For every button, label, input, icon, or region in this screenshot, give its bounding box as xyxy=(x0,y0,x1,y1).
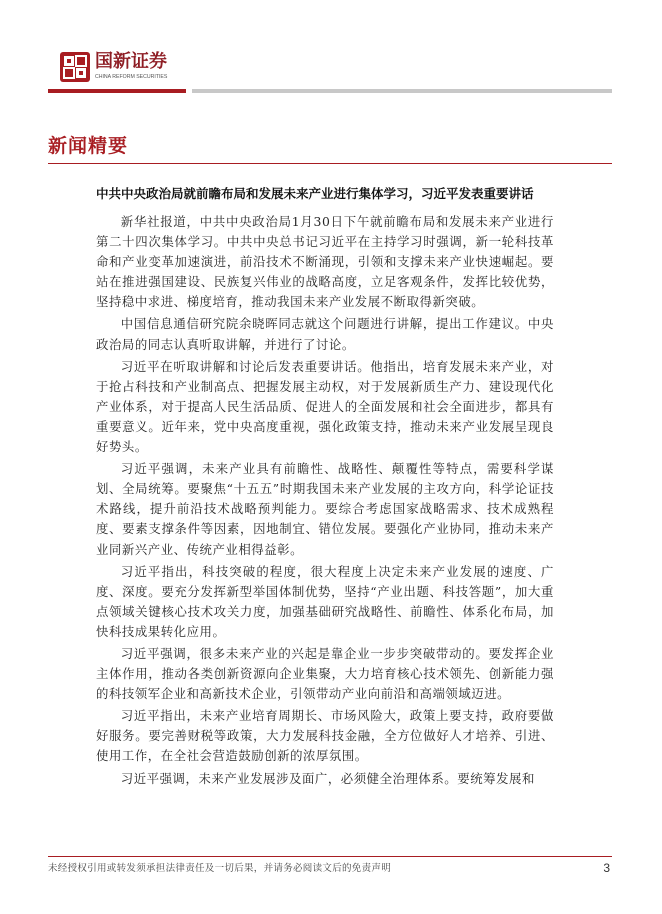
article-title: 中共中央政治局就前瞻布局和发展未来产业进行集体学习，习近平发表重要讲话 xyxy=(96,186,534,201)
header-divider-grey xyxy=(192,89,612,93)
article-paragraph: 习近平强调，未来产业发展涉及面广，必须健全治理体系。要统筹发展和 xyxy=(120,770,535,786)
header-divider-red xyxy=(48,89,186,93)
footer-divider xyxy=(48,856,612,857)
article-paragraph: 习近平指出，未来产业培育周期长、市场风险大，政策上要支持，政府要做好服务。要完善财税等政策，大力发展科技金融，全方位做好人才培养、引进、使用工作，在全社会营造鼓励创新的浓厚氛围。 xyxy=(96,708,554,764)
article-paragraph: 习近平强调，很多未来产业的兴起是靠企业一步步突破带动的。要发挥企业主体作用，推动各类创新资源向企业集聚，大力培育核心技术领先、创新能力强的科技领军企业和高新技术企业，引领带动产业向前沿和高端领域迈进。 xyxy=(96,645,554,702)
company-logo-icon xyxy=(60,52,90,82)
section-divider xyxy=(48,163,612,164)
section-title: 新闻精要 xyxy=(48,135,129,157)
company-logo xyxy=(60,50,180,84)
article-paragraph: 习近平指出，科技突破的程度，很大程度上决定未来产业发展的速度、广度、深度。要充分发挥新型举国体制优势，坚持“产业出题、科技答题”，加大重点领域关键核心技术攻关力度，加强基础研究战略性、前瞻性、体系化布局，加快科技成果转化应用。 xyxy=(96,563,554,639)
logo-english-name: CHINA REFORM SECURITIES xyxy=(95,74,168,80)
page-number: 3 xyxy=(603,861,610,875)
article-paragraph: 新华社报道，中共中央政治局1月30日下午就前瞻布局和发展未来产业进行第二十四次集体学习。中共中央总书记习近平在主持学习时强调，新一轮科技革命和产业变革加速演进，前沿技术不断涌现，引领和支撑未来产业快速崛起。要站在推进强国建设、民族复兴伟业的战略高度，立足客观条件，发挥比较优势，坚持稳中求进、梯度培育，推动我国未来产业发展不断取得新突破。 xyxy=(96,214,554,310)
article-paragraph: 习近平强调，未来产业具有前瞻性、战略性、颠覆性等特点，需要科学谋划、全局统筹。要聚焦“十五五”时期我国未来产业发展的主攻方向，科学论证技术路线，提升前沿技术战略预判能力。要综合考虑国家战略需求、技术成熟程度、要素支撑条件等因素，因地制宜、错位发展。要强化产业协同，推动未来产业同新兴产业、传统产业相得益彰。 xyxy=(96,461,554,557)
article-body xyxy=(96,212,554,791)
footer-disclaimer: 未经授权引用或转发须承担法律责任及一切后果，并请务必阅读文后的免责声明 xyxy=(48,863,392,874)
logo-chinese-name: 国新证券 xyxy=(95,51,167,72)
article-paragraph: 中国信息通信研究院余晓晖同志就这个问题进行讲解，提出工作建议。中央政治局的同志认真听取讲解，并进行了讨论。 xyxy=(96,316,554,352)
article-paragraph: 习近平在听取讲解和讨论后发表重要讲话。他指出，培育发展未来产业，对于抢占科技和产业制高点、把握发展主动权，对于发展新质生产力、建设现代化产业体系，对于提高人民生活品质、促进人的全面发展和社会全面进步，都具有重要意义。近年来，党中央高度重视，强化政策支持，推动未来产业发展呈现良好势头。 xyxy=(96,358,554,455)
